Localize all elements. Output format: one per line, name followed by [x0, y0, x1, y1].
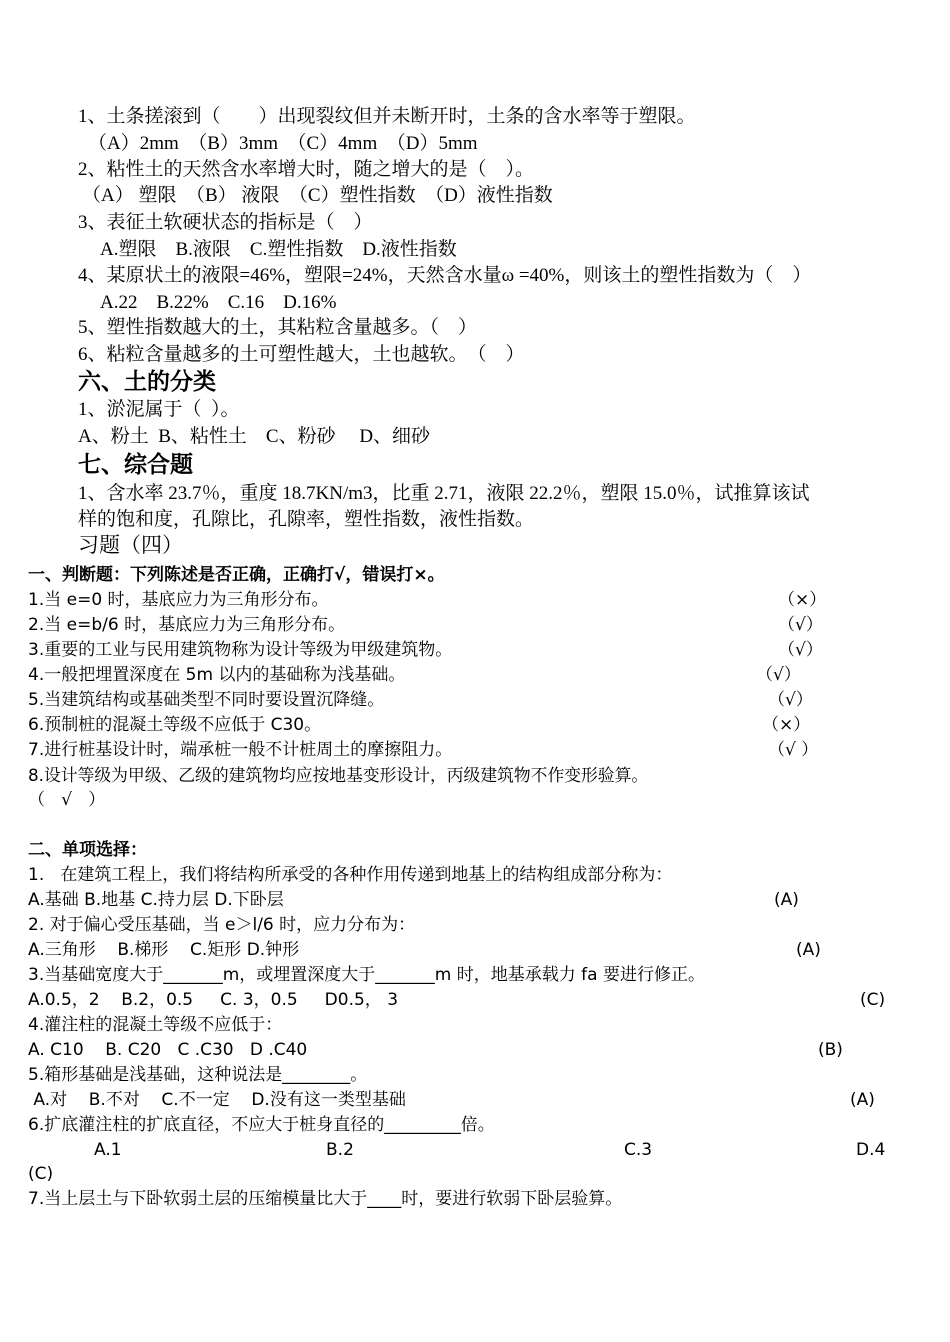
single-question-1-options: A.基础 B.地基 C.持力层 D.下卧层	[28, 890, 284, 910]
single-question-3-options: A.0.5，2 B.2，0.5 C. 3，0.5 D0.5， 3	[28, 990, 399, 1010]
section-6-title: 六、土的分类	[78, 369, 216, 394]
question-6: 6、粘粒含量越多的土可塑性越大，土也越软。 （ ）	[78, 344, 525, 365]
single-question-5-answer: (A)	[850, 1090, 875, 1110]
judge-item-6-answer: （×）	[762, 715, 811, 735]
single-question-4-options: A. C10 B. C20 C .C30 D .C40	[28, 1040, 308, 1060]
judge-item-8-answer: （ √ ）	[28, 790, 106, 810]
question-4-options: A.22 B.22% C.16 D.16%	[100, 292, 337, 313]
single-question-6-option-b: B.2	[326, 1140, 354, 1160]
single-question-3-answer: (C)	[860, 990, 886, 1010]
single-choice-section-title: 二、单项选择：	[28, 840, 147, 860]
question-5: 5、塑性指数越大的土，其粘粒含量越多。（ ）	[78, 317, 478, 338]
single-question-5-options: A.对 B.不对 C.不一定 D.没有这一类型基础	[28, 1090, 406, 1110]
single-question-3: 3.当基础宽度大于_______m，或埋置深度大于_______m 时，地基承载力 fa 要进行修正。	[28, 965, 705, 985]
single-question-6-option-d: D.4	[856, 1140, 886, 1160]
question-2: 2、粘性土的天然含水率增大时，随之增大的是（ ）。	[78, 159, 535, 180]
single-question-4: 4.灌注柱的混凝土等级不应低于：	[28, 1015, 283, 1035]
question-1-options: （A）2mm （B）3mm （C）4mm （D）5mm	[88, 133, 478, 154]
section-7-question-1-line-1: 1、含水率 23.7％，重度 18.7KN/m3，比重 2.71，液限 22.2％，塑限 15.0％，试推算该试	[78, 483, 810, 504]
judge-item-7-answer: （√ ）	[768, 740, 819, 760]
judge-item-5-answer: （√）	[768, 690, 813, 710]
single-question-7: 7.当上层土与下卧软弱土层的压缩模量比大于____时，要进行软弱下卧层验算。	[28, 1189, 623, 1209]
section-7-title: 七、综合题	[78, 452, 193, 477]
judge-item-6: 6.预制桩的混凝土等级不应低于 C30。	[28, 715, 322, 735]
single-question-4-answer: (B)	[818, 1040, 843, 1060]
judge-item-8: 8.设计等级为甲级、乙级的建筑物均应按地基变形设计，丙级建筑物不作变形验算。	[28, 765, 649, 785]
section-6-question-1-options: A、粉土 B、粘性土 C、粉砂 D、细砂	[78, 426, 431, 447]
judge-section-title: 一、判断题：下列陈述是否正确，正确打√，错误打×。	[28, 565, 445, 585]
section-7-question-1-line-2: 样的饱和度，孔隙比，孔隙率，塑性指数，液性指数。	[78, 509, 535, 530]
judge-item-7: 7.进行桩基设计时，端承桩一般不计桩周土的摩擦阻力。	[28, 740, 453, 760]
question-2-options: （A） 塑限 （B） 液限 （C）塑性指数 （D）液性指数	[82, 185, 553, 206]
judge-item-4-answer: （√）	[756, 665, 801, 685]
single-question-1-answer: (A)	[774, 890, 799, 910]
judge-item-1-answer: （×）	[778, 590, 827, 610]
single-question-2: 2. 对于偏心受压基础，当 e＞l/6 时，应力分布为：	[28, 915, 416, 935]
single-question-6-answer: (C)	[28, 1164, 54, 1184]
judge-item-3-answer: （√）	[778, 640, 823, 660]
question-3: 3、表征土软硬状态的指标是（ ）	[78, 212, 373, 233]
question-1: 1、土条搓滚到（ ）出现裂纹但并未断开时，土条的含水率等于塑限。	[78, 106, 696, 127]
single-question-6-option-c: C.3	[624, 1140, 653, 1160]
section-6-question-1: 1、淤泥属于（ ）。	[78, 399, 240, 420]
question-3-options: A.塑限 B.液限 C.塑性指数 D.液性指数	[100, 239, 457, 260]
single-question-2-options: A.三角形 B.梯形 C.矩形 D.钟形	[28, 940, 300, 960]
judge-item-5: 5.当建筑结构或基础类型不同时要设置沉降缝。	[28, 690, 385, 710]
judge-item-3: 3.重要的工业与民用建筑物称为设计等级为甲级建筑物。	[28, 640, 453, 660]
single-question-1: 1. 在建筑工程上，我们将结构所承受的各种作用传递到地基上的结构组成部分称为：	[28, 865, 673, 885]
question-4: 4、某原状土的液限=46%，塑限=24%，天然含水量ω =40%，则该土的塑性指数为（ ）	[78, 265, 812, 286]
single-question-6: 6.扩底灌注柱的扩底直径，不应大于桩身直径的_________倍。	[28, 1115, 495, 1135]
judge-item-4: 4.一般把埋置深度在 5m 以内的基础称为浅基础。	[28, 665, 406, 685]
judge-item-1: 1.当 e=0 时，基底应力为三角形分布。	[28, 590, 329, 610]
single-question-6-option-a: A.1	[94, 1140, 122, 1160]
judge-item-2: 2.当 e=b/6 时，基底应力为三角形分布。	[28, 615, 346, 635]
judge-item-2-answer: （√）	[778, 615, 823, 635]
single-question-5: 5.箱形基础是浅基础，这种说法是________。	[28, 1065, 368, 1085]
exercise-title: 习题（四）	[78, 533, 183, 557]
single-question-2-answer: (A)	[796, 940, 821, 960]
